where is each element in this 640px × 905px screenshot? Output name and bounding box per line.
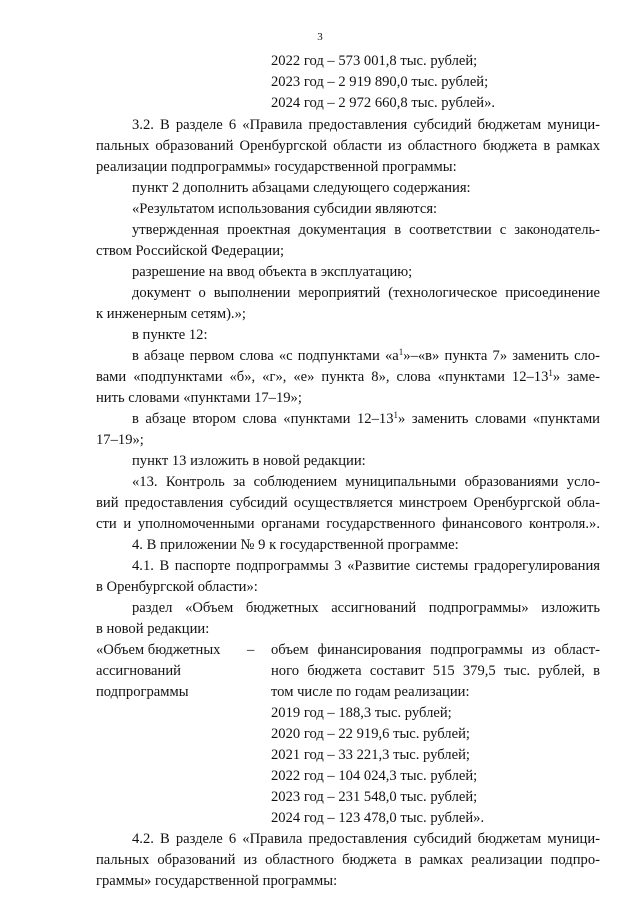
superscript: 1 (548, 368, 553, 378)
paragraph-line: сти и уполномоченными органами государственного финансового контроля.». (96, 516, 600, 532)
paragraph-line: утвержденная проектная документация в соответствии с законодатель- (132, 222, 600, 238)
paragraph-line (132, 347, 600, 365)
paragraph-line (96, 368, 600, 386)
text-fragment: »–«в» пункта 7» заменить сло- (403, 348, 600, 364)
table-right-cell: объем финансирования подпрограммы из област- (271, 642, 600, 658)
paragraph-line: пункт 13 изложить в новой редакции: (132, 453, 366, 469)
paragraph-line: в пункте 12: (132, 327, 208, 343)
paragraph-line: 17–19»; (96, 432, 144, 448)
table-left-cell: подпрограммы (96, 684, 189, 700)
paragraph-line: пальных образований из областного бюджета в рамках реализации подпро- (96, 852, 600, 868)
paragraph-line: нить словами «пунктами 17–19»; (96, 390, 302, 406)
paragraph-line: разрешение на ввод объекта в эксплуатацию; (132, 264, 413, 280)
table-right-cell: том числе по годам реализации: (271, 684, 470, 700)
paragraph-line: ством Российской Федерации; (96, 243, 285, 259)
paragraph-line: документ о выполнении мероприятий (технологическое присоединение (132, 285, 600, 301)
paragraph-line: реализации подпрограммы» государственной программы: (96, 159, 457, 175)
paragraph-line: 4. В приложении № 9 к государственной программе: (132, 537, 459, 553)
paragraph-line: раздел «Объем бюджетных ассигнований подпрограммы» изложить (132, 600, 600, 616)
table-right-cell: ного бюджета составит 515 379,5 тыс. рублей, в (271, 663, 600, 679)
year-line: 2020 год – 22 919,6 тыс. рублей; (271, 726, 470, 742)
table-dash: – (247, 642, 255, 658)
superscript: 1 (393, 410, 398, 420)
paragraph-line: «13. Контроль за соблюдением муниципальными образованиями усло- (132, 474, 600, 490)
year-line: 2022 год – 104 024,3 тыс. рублей; (271, 768, 478, 784)
text-fragment: » заме- (552, 369, 600, 385)
year-line: 2021 год – 33 221,3 тыс. рублей; (271, 747, 470, 763)
year-line: 2024 год – 123 478,0 тыс. рублей». (271, 810, 485, 826)
paragraph-line: пальных образований Оренбургской области из областного бюджета в рамках (96, 138, 600, 154)
year-line: 2019 год – 188,3 тыс. рублей; (271, 705, 452, 721)
paragraph-line: 4.2. В разделе 6 «Правила предоставления субсидий бюджетам муници- (132, 831, 600, 847)
text-fragment: в абзаце втором слова «пунктами 12–13 (132, 411, 394, 427)
paragraph-line: к инженерным сетям).»; (96, 306, 246, 322)
paragraph-line: «Результатом использования субсидии являются: (132, 201, 438, 217)
superscript: 1 (398, 347, 404, 357)
paragraph-line: 3.2. В разделе 6 «Правила предоставления субсидий бюджетам муници- (132, 117, 600, 133)
year-line: 2022 год – 573 001,8 тыс. рублей; (271, 53, 478, 69)
year-line: 2024 год – 2 972 660,8 тыс. рублей». (271, 95, 496, 111)
text-fragment: в абзаце первом слова «с подпунктами «а (132, 348, 399, 364)
paragraph-line: вий предоставления субсидий осуществляется минстроем Оренбургской обла- (96, 495, 600, 511)
text-fragment: вами «подпунктами «б», «г», «е» пункта 8», слова «пунктами 12–13 (96, 369, 549, 385)
page-number: 3 (317, 31, 323, 43)
paragraph-line: в новой редакции: (96, 621, 210, 637)
table-left-cell: «Объем бюджетных (96, 642, 221, 658)
paragraph-line: пункт 2 дополнить абзацами следующего содержания: (132, 180, 471, 196)
table-left-cell: ассигнований (96, 663, 181, 679)
year-line: 2023 год – 231 548,0 тыс. рублей; (271, 789, 478, 805)
paragraph-line: 4.1. В паспорте подпрограммы 3 «Развитие системы градорегулирования (132, 558, 600, 574)
text-fragment: » заменить словами «пунктами (398, 411, 600, 427)
paragraph-line: граммы» государственной программы: (96, 873, 338, 889)
year-line: 2023 год – 2 919 890,0 тыс. рублей; (271, 74, 489, 90)
paragraph-line (132, 410, 600, 428)
paragraph-line: в Оренбургской области»: (96, 579, 258, 595)
